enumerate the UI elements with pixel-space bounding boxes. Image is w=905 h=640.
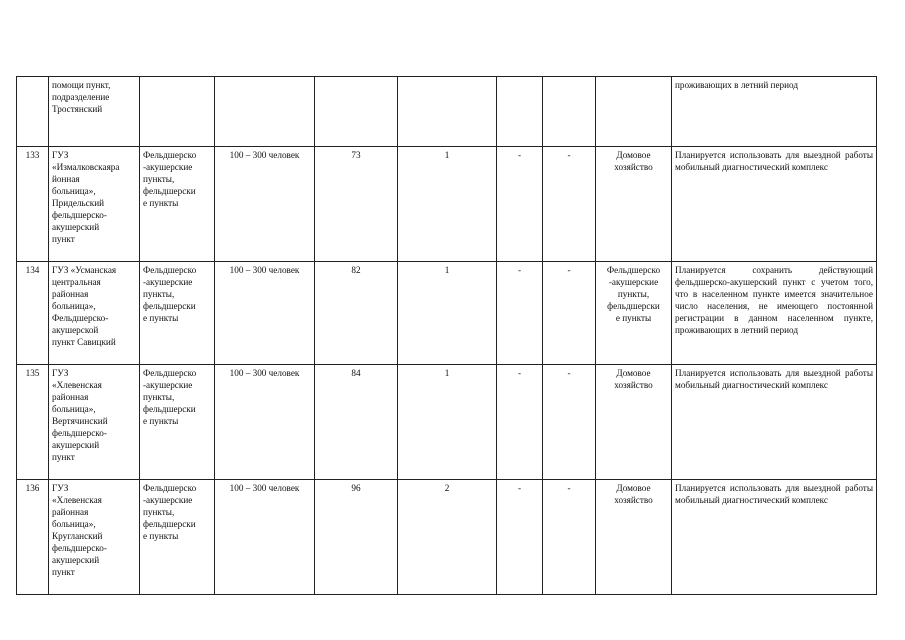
row-number: 133 — [17, 147, 49, 262]
population-count: 84 — [315, 365, 398, 480]
placement: Домовое хозяйство — [596, 480, 672, 595]
row-number: 134 — [17, 262, 49, 365]
population-count: 73 — [315, 147, 398, 262]
placement: Фельдшерско -акушерские пункты, фельдшерски е пункты — [596, 262, 672, 365]
facility-name: ГУЗ «Хлевенская районная больница», Кругланский фельдшерско- акушерский пункт — [49, 480, 140, 595]
facility-type: Фельдшерско -акушерские пункты, фельдшерски е пункты — [140, 147, 215, 262]
population-count — [315, 77, 398, 147]
note: Планируется сохранить действующий фельдшерско-акушерский пункт с учетом того, что в населенном пункте имеется значительное число населения, не имеющего постоянной регистрации в данном населенном пункте, проживающих в летний период — [672, 262, 877, 365]
placement — [596, 77, 672, 147]
facility-name: ГУЗ «Измалковскаяра йонная больница», Придельский фельдшерско- акушерский пункт — [49, 147, 140, 262]
note: Планируется использовать для выездной работы мобильный диагностический комплекс — [672, 365, 877, 480]
row-number: 135 — [17, 365, 49, 480]
value-col-6: 2 — [398, 480, 497, 595]
placement: Домовое хозяйство — [596, 365, 672, 480]
note: Планируется использовать для выездной работы мобильный диагностический комплекс — [672, 147, 877, 262]
value-col-7: - — [497, 262, 543, 365]
facility-type: Фельдшерско -акушерские пункты, фельдшерски е пункты — [140, 365, 215, 480]
table-row — [17, 77, 877, 147]
population-count: 82 — [315, 262, 398, 365]
population-range: 100 – 300 человек — [215, 147, 315, 262]
value-col-8: - — [543, 262, 596, 365]
row-number — [17, 77, 49, 147]
value-col-7: - — [497, 147, 543, 262]
facility-type: Фельдшерско -акушерские пункты, фельдшерски е пункты — [140, 262, 215, 365]
value-col-8: - — [543, 147, 596, 262]
facility-name: ГУЗ «Хлевенская районная больница», Вертячинский фельдшерско- акушерский пункт — [49, 365, 140, 480]
value-col-6 — [398, 77, 497, 147]
value-col-8: - — [543, 365, 596, 480]
population-count: 96 — [315, 480, 398, 595]
facility-type — [140, 77, 215, 147]
note: проживающих в летний период — [672, 77, 877, 147]
value-col-7 — [497, 77, 543, 147]
note: Планируется использовать для выездной работы мобильный диагностический комплекс — [672, 480, 877, 595]
value-col-8: - — [543, 480, 596, 595]
population-range: 100 – 300 человек — [215, 262, 315, 365]
value-col-6: 1 — [398, 365, 497, 480]
value-col-8 — [543, 77, 596, 147]
population-range: 100 – 300 человек — [215, 480, 315, 595]
facility-type: Фельдшерско -акушерские пункты, фельдшерски е пункты — [140, 480, 215, 595]
value-col-6: 1 — [398, 147, 497, 262]
facility-name: помощи пункт, подразделение Тростянский — [49, 77, 140, 147]
population-range: 100 – 300 человек — [215, 365, 315, 480]
facility-name: ГУЗ «Усманская центральная районная больница», Фельдшерско- акушерской пункт Савицкий — [49, 262, 140, 365]
value-col-7: - — [497, 480, 543, 595]
value-col-7: - — [497, 365, 543, 480]
table-row — [17, 147, 877, 262]
population-range — [215, 77, 315, 147]
placement: Домовое хозяйство — [596, 147, 672, 262]
row-number: 136 — [17, 480, 49, 595]
value-col-6: 1 — [398, 262, 497, 365]
table-row — [17, 365, 877, 480]
table-row — [17, 480, 877, 595]
facilities-table — [16, 76, 877, 595]
table-row — [17, 262, 877, 365]
